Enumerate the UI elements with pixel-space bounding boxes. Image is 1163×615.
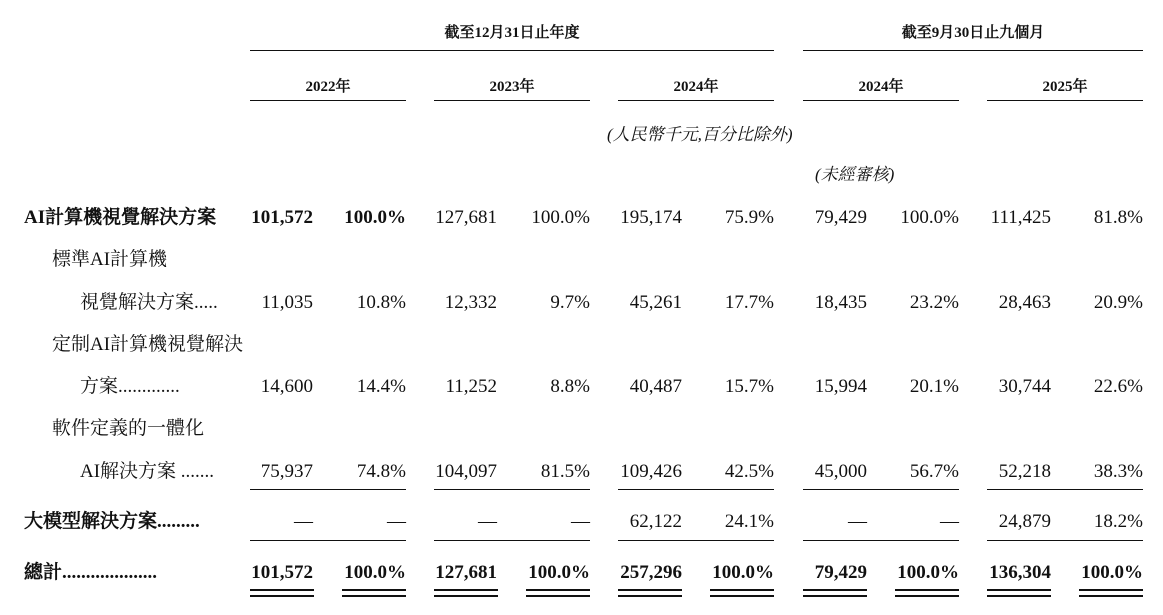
cell-custom-cv-2023-amount: 11,252 (445, 376, 497, 397)
cell-standard-cv-2024-percent: 17.7% (724, 292, 774, 313)
cell-custom-cv-2024-percent: 15.7% (724, 376, 774, 397)
year-header-2024-nine-rule (803, 100, 959, 101)
year-header-2023-rule (434, 100, 590, 101)
cell-standard-cv-2022-percent: 10.8% (356, 292, 406, 313)
cell-large-model-2022-amount: — (294, 511, 313, 532)
cell-total-2025nm-percent: 100.0% (1081, 562, 1143, 583)
total-double-rule (987, 589, 1051, 597)
year-header-2025-nine-months: 2025年 (1042, 79, 1088, 95)
year-header-2022: 2022年 (305, 79, 351, 95)
cell-custom-cv-2024nm-percent: 20.1% (909, 376, 959, 397)
header-group-year-rule (250, 50, 774, 51)
cell-custom-cv-2022-amount: 14,600 (260, 376, 313, 397)
cell-large-model-2024-amount: 62,122 (629, 511, 682, 532)
unit-note: (人民幣千元,百分比除外) (607, 125, 793, 144)
cell-large-model-2024-percent: 24.1% (724, 511, 774, 532)
total-double-rule (434, 589, 498, 597)
row-label-custom-cv-line2: 方案............. (80, 376, 180, 397)
subtotal-rule (618, 489, 774, 490)
total-double-rule (526, 589, 590, 597)
cell-total-2022-percent: 100.0% (344, 562, 406, 583)
total-top-rule (987, 540, 1143, 541)
cell-large-model-2025nm-percent: 18.2% (1093, 511, 1143, 532)
year-header-2024-nine-months: 2024年 (858, 79, 904, 95)
cell-large-model-2023-percent: — (571, 511, 590, 532)
cell-integrated-ai-2025nm-amount: 52,218 (998, 461, 1051, 482)
total-double-rule (710, 589, 774, 597)
year-header-2022-rule (250, 100, 406, 101)
cell-custom-cv-2022-percent: 14.4% (356, 376, 406, 397)
cell-ai-cv-2022-amount: 101,572 (251, 207, 313, 228)
cell-standard-cv-2024-amount: 45,261 (629, 292, 682, 313)
cell-custom-cv-2024nm-amount: 15,994 (814, 376, 867, 397)
cell-ai-cv-2023-amount: 127,681 (435, 207, 497, 228)
subtotal-rule (434, 489, 590, 490)
cell-integrated-ai-2022-amount: 75,937 (260, 461, 313, 482)
total-double-rule (803, 589, 867, 597)
cell-custom-cv-2025nm-percent: 22.6% (1093, 376, 1143, 397)
header-group-nine-months: 截至9月30日止九個月 (901, 25, 1045, 41)
header-group-year: 截至12月31日止年度 (444, 25, 580, 41)
cell-total-2023-amount: 127,681 (435, 562, 497, 583)
cell-custom-cv-2023-percent: 8.8% (550, 376, 590, 397)
unaudited-note: (未經審核) (815, 165, 895, 184)
cell-custom-cv-2025nm-amount: 30,744 (998, 376, 1051, 397)
cell-standard-cv-2022-amount: 11,035 (261, 292, 313, 313)
subtotal-rule (250, 489, 406, 490)
row-label-custom-cv-line1: 定制AI計算機視覺解決 (52, 334, 244, 355)
cell-standard-cv-2025nm-amount: 28,463 (998, 292, 1051, 313)
cell-total-2024-percent: 100.0% (712, 562, 774, 583)
cell-ai-cv-2024nm-amount: 79,429 (814, 207, 867, 228)
year-header-2024: 2024年 (673, 79, 719, 95)
cell-integrated-ai-2023-amount: 104,097 (435, 461, 497, 482)
cell-integrated-ai-2023-percent: 81.5% (540, 461, 590, 482)
subtotal-rule (987, 489, 1143, 490)
cell-ai-cv-2024-amount: 195,174 (620, 207, 682, 228)
year-header-2024-rule (618, 100, 774, 101)
total-double-rule (1079, 589, 1143, 597)
total-top-rule (434, 540, 590, 541)
cell-integrated-ai-2022-percent: 74.8% (356, 461, 406, 482)
cell-standard-cv-2023-percent: 9.7% (550, 292, 590, 313)
row-label-integrated-ai-line2: AI解決方案 ....... (80, 461, 215, 482)
cell-ai-cv-2023-percent: 100.0% (531, 207, 590, 228)
cell-standard-cv-2024nm-percent: 23.2% (909, 292, 959, 313)
cell-integrated-ai-2024-amount: 109,426 (620, 461, 682, 482)
row-label-standard-cv-line2: 視覺解決方案..... (80, 292, 218, 313)
cell-integrated-ai-2024nm-amount: 45,000 (814, 461, 867, 482)
cell-integrated-ai-2025nm-percent: 38.3% (1093, 461, 1143, 482)
cell-ai-cv-2025nm-amount: 111,425 (990, 207, 1051, 228)
cell-total-2023-percent: 100.0% (528, 562, 590, 583)
header-group-nine-rule (803, 50, 1143, 51)
cell-integrated-ai-2024-percent: 42.5% (724, 461, 774, 482)
cell-integrated-ai-2024nm-percent: 56.7% (909, 461, 959, 482)
cell-total-2024-amount: 257,296 (620, 562, 682, 583)
cell-large-model-2024nm-percent: — (940, 511, 959, 532)
year-header-2025-nine-rule (987, 100, 1143, 101)
cell-ai-cv-2024-percent: 75.9% (724, 207, 774, 228)
cell-ai-cv-2022-percent: 100.0% (344, 207, 406, 228)
cell-large-model-2022-percent: — (387, 511, 406, 532)
row-label-large-model-solutions: 大模型解決方案......... (24, 511, 200, 532)
cell-large-model-2025nm-amount: 24,879 (998, 511, 1051, 532)
year-header-2023: 2023年 (489, 79, 535, 95)
cell-ai-cv-2025nm-percent: 81.8% (1093, 207, 1143, 228)
cell-standard-cv-2025nm-percent: 20.9% (1093, 292, 1143, 313)
row-label-standard-cv-line1: 標準AI計算機 (52, 249, 168, 270)
row-label-ai-cv-solutions: AI計算機視覺解決方案 (24, 207, 217, 228)
cell-standard-cv-2024nm-amount: 18,435 (814, 292, 867, 313)
cell-total-2022-amount: 101,572 (251, 562, 313, 583)
subtotal-rule (803, 489, 959, 490)
total-top-rule (250, 540, 406, 541)
cell-total-2024nm-percent: 100.0% (897, 562, 959, 583)
row-label-total: 總計.................... (24, 562, 158, 583)
cell-total-2025nm-amount: 136,304 (989, 562, 1051, 583)
cell-standard-cv-2023-amount: 12,332 (444, 292, 497, 313)
total-double-rule (250, 589, 314, 597)
total-double-rule (618, 589, 682, 597)
total-top-rule (618, 540, 774, 541)
total-double-rule (342, 589, 406, 597)
cell-ai-cv-2024nm-percent: 100.0% (900, 207, 959, 228)
cell-large-model-2023-amount: — (478, 511, 497, 532)
total-double-rule (895, 589, 959, 597)
cell-large-model-2024nm-amount: — (848, 511, 867, 532)
cell-total-2024nm-amount: 79,429 (814, 562, 867, 583)
total-top-rule (803, 540, 959, 541)
row-label-integrated-ai-line1: 軟件定義的一體化 (52, 418, 205, 439)
cell-custom-cv-2024-amount: 40,487 (629, 376, 682, 397)
